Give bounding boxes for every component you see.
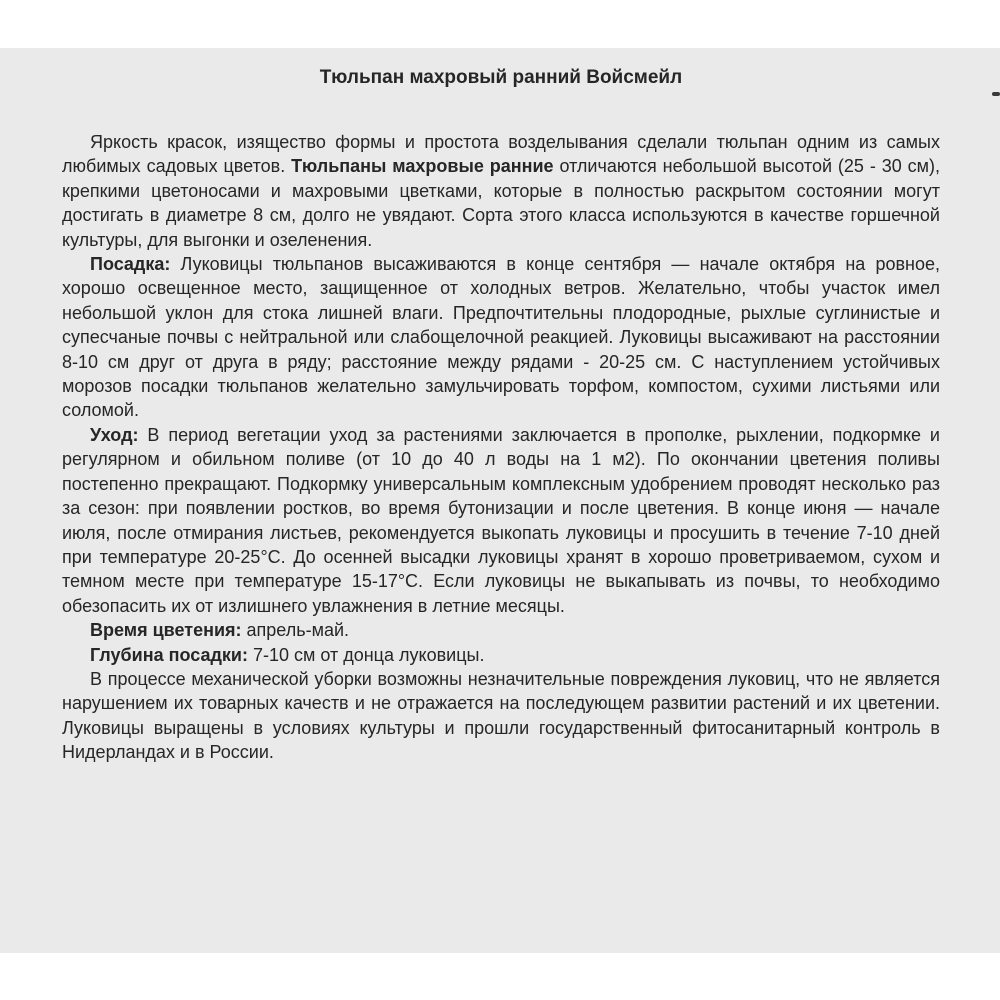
bloom-time-label: Время цветения: bbox=[90, 620, 242, 641]
document-title: Тюльпан махровый ранний Войсмейл bbox=[319, 67, 683, 88]
planting-text: Луковицы тюльпанов высаживаются в конце сентября — начале октября на ровное, хорошо освещенное место, защищенное от холодных ветров. Желательно, чтобы участок имел небольшой уклон для стока лишней влаги. Предпочтительны плодородные, рыхлые суглинистые и супесчаные почвы с нейтральной или слабощелочной реакцией. Луковицы высаживают на расстоянии 8-10 см друг от друга в ряду; расстояние между рядами - 20-25 см. С наступлением устойчивых морозов посадки тюльпанов желательно замульчировать торфом, компостом, сухими листьями или соломой. bbox=[62, 254, 940, 421]
intro-text-end: отличаются небольшой высотой (25 - 30 см), крепкими цветоносами и махровыми цветками, которые в полностью раскрытом состоянии могут достигать в диаметре 8 см, долго не увядают. Сорта этого класса используются в качестве горшечной культуры, для выгонки и озеленения. bbox=[62, 156, 941, 250]
planting-depth-line bbox=[62, 643, 940, 667]
instruction-sheet bbox=[0, 48, 1000, 953]
planting-depth-value: 7-10 см от донца луковицы. bbox=[247, 644, 485, 665]
document-body bbox=[62, 130, 940, 765]
planting-depth-label: Глубина посадки: bbox=[90, 644, 248, 665]
intro-paragraph bbox=[62, 130, 940, 252]
planting-paragraph bbox=[62, 252, 940, 423]
page-corner-mark bbox=[992, 92, 1000, 96]
bloom-time-value: апрель-май. bbox=[241, 620, 350, 641]
bloom-time-line bbox=[62, 618, 940, 642]
closing-text: В процессе механической уборки возможны незначительные повреждения луковиц, что не является нарушением их товарных качеств и не отражается на последующем развитии растений и их цветении. Луковицы выращены в условиях культуры и прошли государственный фитосанитарный контроль в Нидерландах и в России. bbox=[62, 668, 940, 763]
intro-text-start: Яркость красок, изящество формы и простота возделывания сделали тюльпан одним из самых любимых садовых цветов. bbox=[62, 132, 940, 177]
planting-label: Посадка: bbox=[90, 254, 171, 275]
care-label: Уход: bbox=[90, 424, 139, 445]
care-text: В период вегетации уход за растениями заключается в прополке, рыхлении, подкормке и регулярном и обильном поливе (от 10 до 40 л воды на 1 м2). По окончании цветения поливы постепенно прекращают. Подкормку универсальным комплексным удобрением проводят несколько раз за сезон: при появлении ростков, во время бутонизации и после цветения. В конце июня — начале июля, после отмирания листьев, рекомендуется выкопать луковицы и просушить в течение 7-10 дней при температуре 20-25°С. До осенней высадки луковицы хранят в хорошо проветриваемом, сухом и темном месте при температуре 15-17°С. Если луковицы не выкапывать из почвы, то необходимо обезопасить их от излишнего увлажнения в летние месяцы. bbox=[62, 424, 940, 616]
closing-paragraph bbox=[62, 667, 940, 765]
intro-bold-phrase: Тюльпаны махровые ранние bbox=[291, 156, 554, 177]
care-paragraph bbox=[62, 423, 940, 618]
